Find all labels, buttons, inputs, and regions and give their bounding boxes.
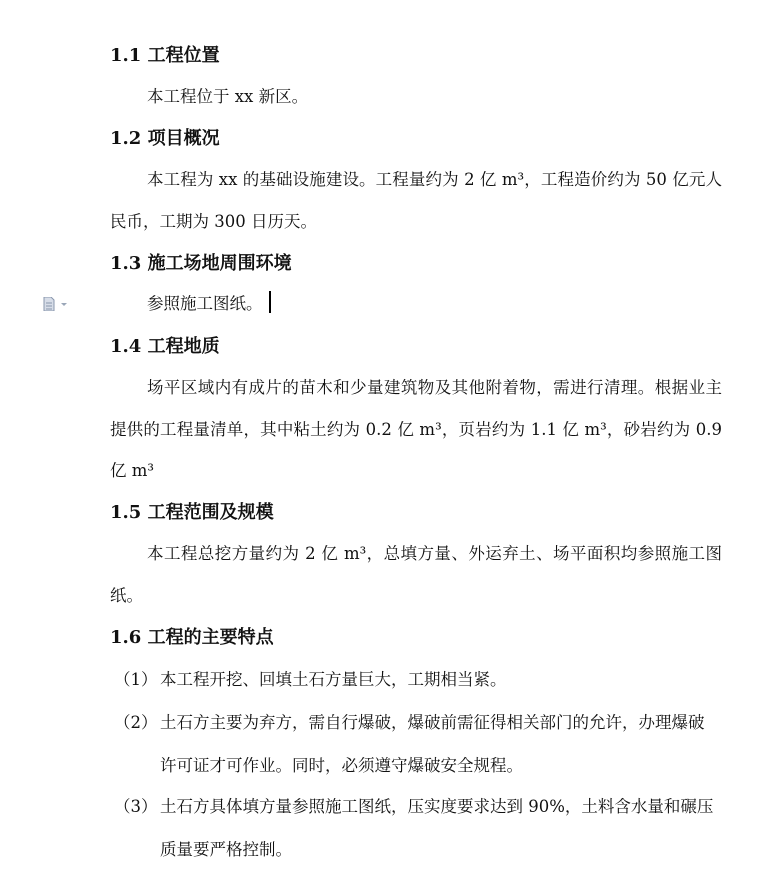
- section-heading-1-4: 1.4 工程地质: [110, 336, 220, 357]
- list-item-text: 土石方主要为弃方，需自行爆破，爆破前需征得相关部门的允许，办理爆破许可证才可作业。同时，必须遵守爆破安全规程。: [160, 713, 705, 775]
- chevron-down-icon: [61, 303, 67, 306]
- list-item: [114, 701, 714, 787]
- section-heading-1-5: 1.5 工程范围及规模: [110, 502, 274, 523]
- text-cursor: [269, 291, 271, 313]
- section-1-1-text: 本工程位于 xx 新区。: [147, 87, 309, 106]
- list-item: [114, 658, 714, 701]
- list-item-number: （3）: [114, 797, 158, 816]
- section-heading-1-6: 1.6 工程的主要特点: [110, 627, 274, 648]
- list-item-number: （1）: [114, 670, 158, 689]
- section-heading-1-3: 1.3 施工场地周围环境: [110, 253, 292, 274]
- section-1-2-text: 本工程为 xx 的基础设施建设。工程量约为 2 亿 m³，工程造价约为 50 亿元人民币，工期为 300 日历天。: [110, 170, 722, 231]
- section-heading-1-2: 1.2 项目概况: [110, 128, 220, 149]
- paragraph-options[interactable]: [43, 296, 69, 310]
- list-item-number: （2）: [114, 713, 158, 732]
- list-item: [114, 785, 714, 871]
- list-item-text: 本工程开挖、回填土石方量巨大，工期相当紧。: [160, 670, 507, 689]
- section-1-4-text: 场平区域内有成片的苗木和少量建筑物及其他附着物，需进行清理。根据业主提供的工程量清单，其中粘土约为 0.2 亿 m³，页岩约为 1.1 亿 m³，砂岩约为 0.9 亿 m³: [110, 378, 722, 480]
- section-1-5-text: 本工程总挖方量约为 2 亿 m³，总填方量、外运弃土、场平面积均参照施工图纸。: [110, 544, 722, 605]
- list-item-text: 土石方具体填方量参照施工图纸，压实度要求达到 90%，土料含水量和碾压质量要严格控制。: [160, 797, 714, 859]
- document-icon: [43, 297, 69, 311]
- section-heading-1-1: 1.1 工程位置: [110, 45, 220, 66]
- section-1-3-text[interactable]: [110, 283, 722, 325]
- section-1-3-text-content: 参照施工图纸。: [147, 294, 263, 313]
